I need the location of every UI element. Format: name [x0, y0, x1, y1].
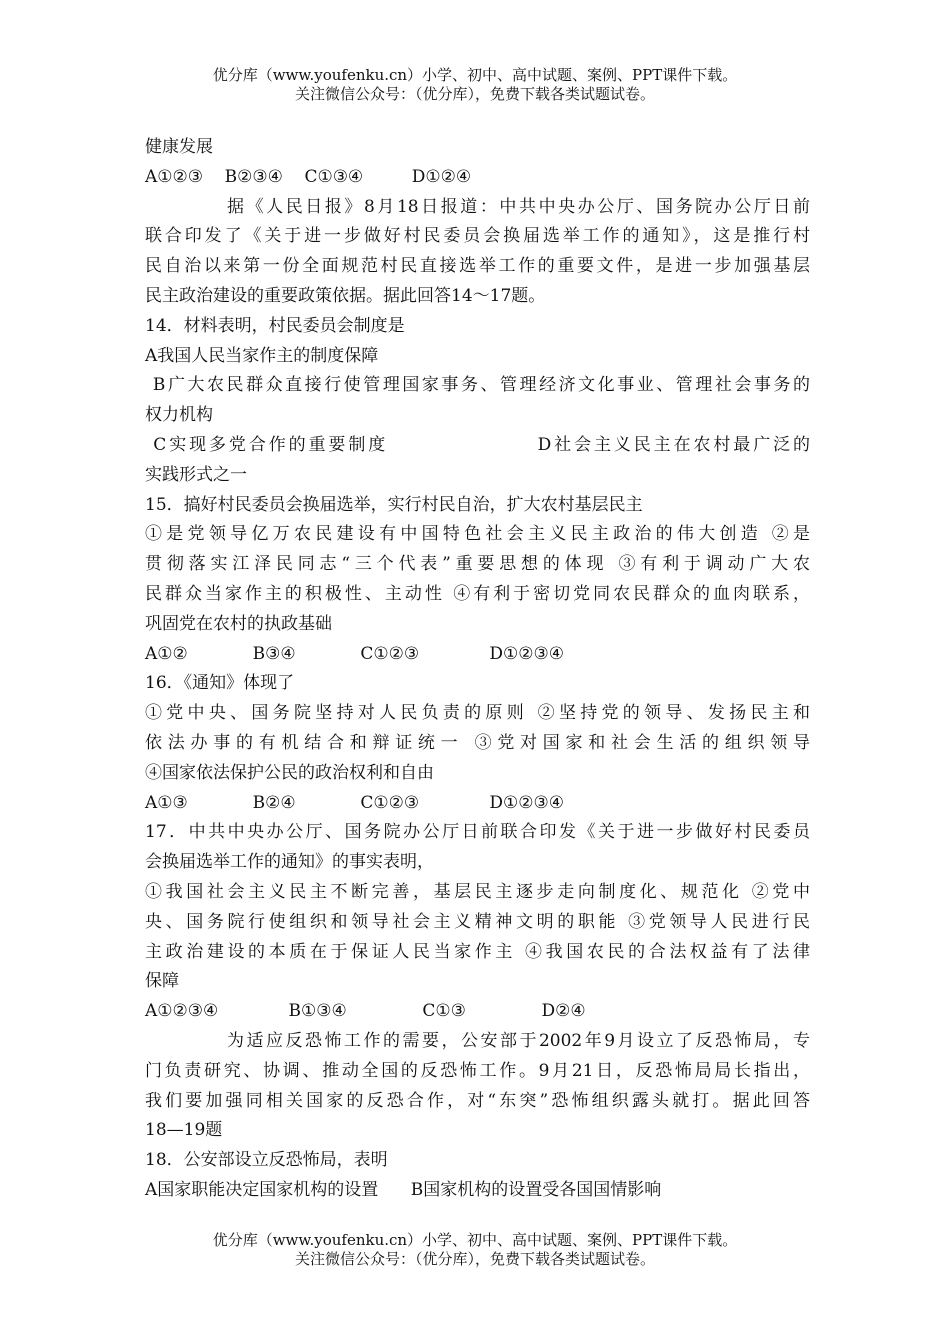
statement-line: ④国家依法保护公民的政治权利和自由: [145, 762, 434, 783]
options-line: A①②③ B②③④ C①③④ D①②④: [145, 166, 472, 187]
option-line: A国家职能决定国家机构的设置 B国家机构的设置受各国国情影响: [145, 1179, 662, 1200]
header-line-1: 优分库（www.youfenku.cn）小学、初中、高中试题、案例、PPT课件下载。: [212, 66, 738, 84]
statement-line: 贯彻落实江泽民同志“三个代表”重要思想的体现 ③有利于调动广大农: [145, 554, 810, 575]
passage-line: 据《人民日报》8月18日报道：中共中央办公厅、国务院办公厅日前: [227, 196, 810, 217]
statement-line: ①我国社会主义民主不断完善，基层民主逐步走向制度化、规范化 ②党中: [145, 881, 810, 902]
question-15: 15．搞好村民委员会换届选举，实行村民自治，扩大农村基层民主: [145, 494, 643, 515]
question-17-cont: 会换届选举工作的通知》的事实表明，: [145, 852, 434, 873]
passage-line: 民主政治建设的重要政策依据。据此回答14～17题。: [145, 285, 546, 306]
option-line: C实现多党合作的重要制度 D社会主义民主在农村最广泛的: [145, 434, 810, 455]
statement-line: 依法办事的有机结合和辩证统一 ③党对国家和社会生活的组织领导: [145, 732, 810, 753]
passage-line: 门负责研究、协调、推动全国的反恐怖工作。9月21日，反恐怖局局长指出，: [145, 1060, 810, 1081]
option-line: 实践形式之一: [145, 464, 247, 485]
options-line: A①②③④ B①③④ C①③ D②④: [145, 1001, 586, 1022]
document-body: [145, 133, 810, 1206]
statement-line: 保障: [145, 971, 179, 992]
page-footer: [0, 1231, 950, 1269]
statement-line: 巩固党在农村的执政基础: [145, 613, 332, 634]
statement-line: 民群众当家作主的积极性、主动性 ④有利于密切党同农民群众的血肉联系，: [145, 583, 810, 604]
footer-line-1: 优分库（www.youfenku.cn）小学、初中、高中试题、案例、PPT课件下载。: [212, 1231, 738, 1249]
option-line: 权力机构: [145, 405, 213, 426]
statement-line: 主政治建设的本质在于保证人民当家作主 ④我国农民的合法权益有了法律: [145, 941, 810, 962]
question-17: 17．中共中央办公厅、国务院办公厅日前联合印发《关于进一步做好村民委员: [145, 822, 810, 843]
question-14: 14．材料表明，村民委员会制度是: [145, 315, 405, 336]
footer-line-2: 关注微信公众号：（优分库），免费下载各类试题试卷。: [294, 1250, 655, 1268]
question-16: 16．《通知》体现了: [145, 673, 295, 694]
passage-line: 民自治以来第一份全面规范村民直接选举工作的重要文件，是进一步加强基层: [145, 256, 810, 277]
question-18: 18．公安部设立反恐怖局，表明: [145, 1150, 388, 1171]
option-line: B广大农民群众直接行使管理国家事务、管理经济文化事业、管理社会事务的: [145, 375, 810, 396]
passage-line: 联合印发了《关于进一步做好村民委员会换届选举工作的通知》，这是推行村: [145, 226, 810, 247]
statement-line: ①党中央、国务院坚持对人民负责的原则 ②坚持党的领导、发扬民主和: [145, 703, 810, 724]
passage-line: 我们要加强同相关国家的反恐合作，对“东突”恐怖组织露头就打。据此回答: [145, 1090, 810, 1111]
statement-line: ①是党领导亿万农民建设有中国特色社会主义民主政治的伟大创造 ②是: [145, 524, 810, 545]
passage-line: 为适应反恐怖工作的需要，公安部于2002年9月设立了反恐怖局，专: [227, 1030, 810, 1051]
text-line: 健康发展: [145, 137, 213, 157]
page-header: [0, 66, 950, 104]
options-line: A①② B③④ C①②③ D①②③④: [145, 643, 564, 664]
option-line: A我国人民当家作主的制度保障: [145, 345, 379, 366]
passage-line: 18—19题: [145, 1120, 223, 1141]
statement-line: 央、国务院行使组织和领导社会主义精神文明的职能 ③党领导人民进行民: [145, 911, 810, 932]
header-line-2: 关注微信公众号：（优分库），免费下载各类试题试卷。: [294, 85, 655, 103]
options-line: A①③ B②④ C①②③ D①②③④: [145, 792, 564, 813]
